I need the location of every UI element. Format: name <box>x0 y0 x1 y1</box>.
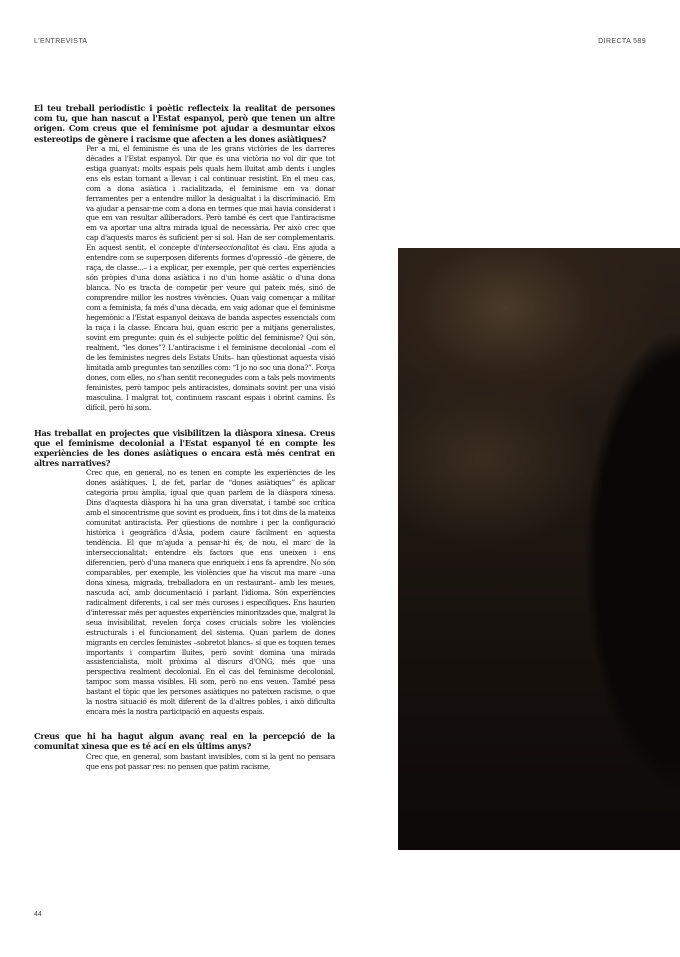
interview-question: Has treballat en projectes que visibilitzen la diàspora xinesa. Creus que el feminisme decolonial a l'Estat espanyol té en compte les experiències de les dones asiàtiques o encara està més centrat en altres narratives? <box>34 427 335 469</box>
interview-answer: Crec que, en general, no es tenen en compte les experiències de les dones asiàtiques. I, de fet, parlar de “dones asiàtiques” és aplicar categoria prou àmplia, igual que quan parlem de la diàspora xinesa. Dins d'aquesta diàspora hi ha una gran diversitat, i també soc crítica amb el sinocentrisme que sovint es produeix, fins i tot dins de la mateixa comunitat antiracista. Per qüestions de nombre i per la configuració històrica i geogràfica d'Àsia, podem caure fàcilment en aquesta tendència. El que m'ajuda a pensar-hi és, de nou, el marc de la interseccionalitat: entendre els factors que ens uneixen i ens diferencien, però d'una manera que enriqueix i ens fa aprendre. No són comparables, per exemple, les violències que ha viscut ma mare –una dona xinesa, migrada, treballadora en un restaurant– amb les meues, nascuda ací, amb documentació i parlant l'idioma. Són experiències radicalment diferents, i cal ser més curoses i específiques. Ens haurien d'interessar més per aquestes experiències minoritzades que, malgrat la seua invisibilitat, revelen força coses crucials sobre les violències estructurals i el funcionament del sistema. Quan parlem de dones migrants en cercles feministes –sobretot blancs– sí que es toquen temes importants i compartim lluites, però sovint domina una mirada assistencialista, molt pròxima al discurs d'ONG, més que una perspectiva realment decolonial. En el cas del feminisme decolonial, tampoc som massa visibles. Hi som, però no ens veuen. També pesa bastant el tòpic que les persones asiàtiques no pateixen racisme, o que la nostra situació és molt diferent de la d'altres pobles, i això dificulta encara més la nostra participació en aquests espais. <box>86 468 335 717</box>
page-number: 44 <box>34 911 42 918</box>
qa-block <box>34 103 335 413</box>
issue-label: DIRECTA 589 <box>598 38 646 45</box>
section-label: L'ENTREVISTA <box>34 38 88 45</box>
portrait-photo <box>398 248 680 850</box>
interview-answer <box>86 144 335 413</box>
running-header <box>34 38 646 45</box>
interview-question: Creus que hi ha hagut algun avanç real en la percepció de la comunitat xinesa que es té ací en els últims anys? <box>34 731 335 752</box>
interview-column <box>34 103 335 787</box>
answer-emphasis: interseccionalitat <box>199 243 259 253</box>
qa-block <box>34 731 335 771</box>
answer-text: Per a mi, el feminisme és una de les grans victòries de les darreres dècades a l'Estat espanyol. Dir que és una victòria no vol dir que tot estiga guanyat: molts espais pels quals hem lluitat amb dents i ungles ens els estan tornant a llevar, i cal continuar resistint. En el meu cas, com a dona asiàtica i racialitzada, el feminisme em va donar ferramentes per a entendre millor la desigualtat i la discriminació. Em va ajudar a pensar-me com a dona en termes que mai havia considerat i que em van resultar alliberadors. Però també és cert que l'antiracisme em va aportar una altra mirada igual de necessària. Per això crec que cap d'aquests marcs és suficient per si sol. Han de ser complementaris. En aquest sentit, el concepte d' <box>86 143 335 253</box>
answer-text: és clau. Ens ajuda a entendre com se superposen diferents formes d'opressió –de gènere, de raça, de classe...– i a explicar, per exemple, per què certes experiències són pròpies d'una dona asiàtica i no d'un home asiàtic o d'una dona blanca. No es tracta de competir per veure qui pateix més, sinó de comprendre millor les nostres vivències. Quan vaig començar a militar com a feminista, fa més d'una dècada, em vaig adonar que el feminisme hegemònic a l'Estat espanyol deixava de banda aspectes essencials com la raça i la classe. Encara hui, quan escric per a mitjans generalistes, sovint em pregunte: quin és el subjecte polític del feminisme? Qui són, realment, “les dones”? L'antiracisme i el feminisme decolonial –com el de les feministes negres dels Estats Units– han qüestionat aquesta visió limitada amb preguntes tan senzilles com: “I jo no soc una dona?”. Força dones, com elles, no s'han sentit reconegudes com a tals pels moviments feministes, però tampoc pels antiracistes, dominats sovint per una visió masculina. I malgrat tot, continuem rascant espais i obrint camins. És difícil, però hi som. <box>86 243 335 412</box>
interview-question: El teu treball periodístic i poètic reflecteix la realitat de persones com tu, que han nascut a l'Estat espanyol, però que tenen un altre origen. Com creus que el feminisme pot ajudar a desmuntar eixos estereotips de gènere i racisme que afecten a les dones asiàtiques? <box>34 103 335 144</box>
interview-answer: Crec que, en general, som bastant invisibles, com si la gent no pensara que ens pot passar res: no pensen que patim racisme, <box>86 751 335 771</box>
qa-block <box>34 428 335 718</box>
